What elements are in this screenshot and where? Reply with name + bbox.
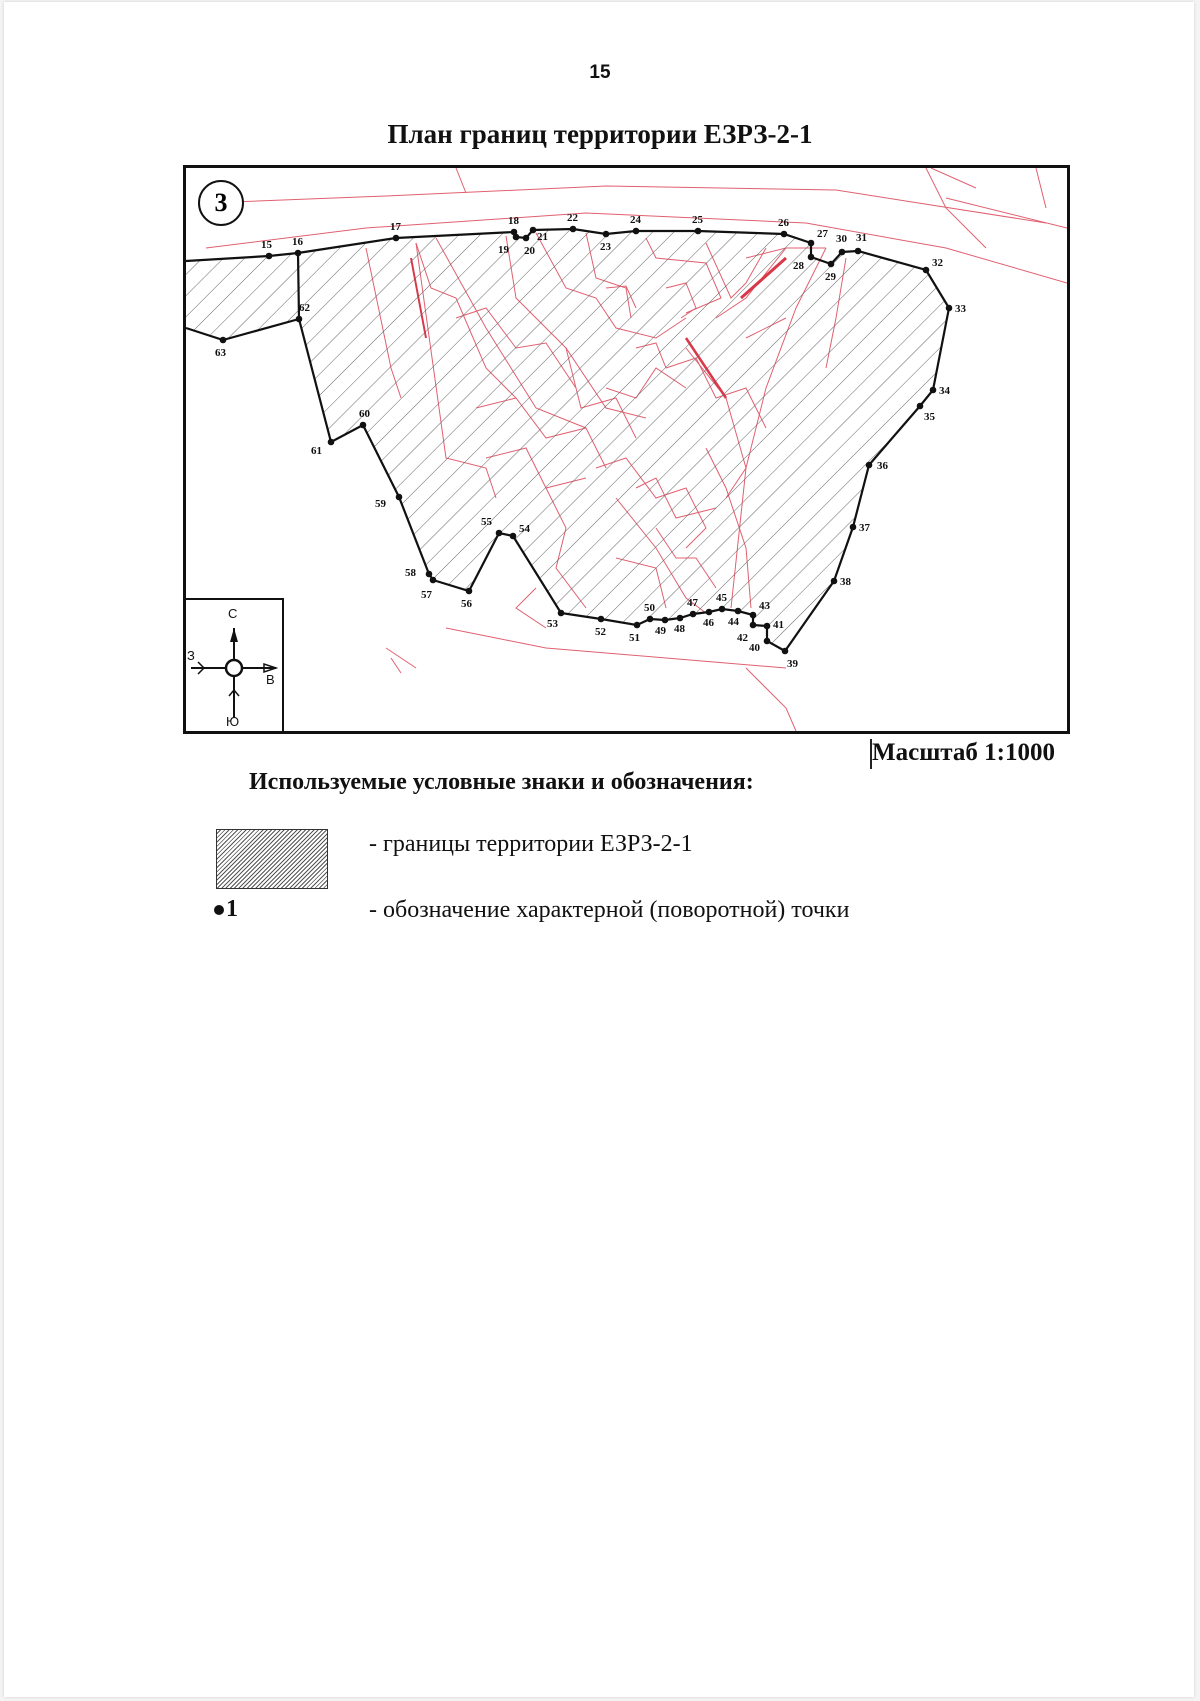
turning-point-label: 52 [595, 626, 606, 638]
turning-point-label: 57 [421, 589, 432, 601]
turning-point-marker [930, 387, 937, 394]
legend-hatch-swatch [216, 829, 328, 889]
compass-south-label: Ю [226, 714, 240, 729]
legend-point-number: 1 [226, 896, 238, 922]
turning-point-marker [695, 228, 702, 235]
turning-point-marker [523, 235, 530, 242]
turning-point-label: 18 [508, 215, 519, 227]
turning-point-label: 33 [955, 303, 966, 315]
turning-point-marker [808, 254, 815, 261]
turning-point-marker [828, 261, 835, 268]
compass-west-label: З [187, 648, 195, 663]
turning-point-marker [808, 240, 815, 247]
compass-rose [186, 598, 284, 734]
cadastral-line [1036, 168, 1046, 208]
page-number: 15 [589, 62, 611, 83]
zone-number-badge: 3 [198, 180, 244, 226]
turning-point-label: 19 [498, 244, 509, 256]
turning-point-label: 47 [687, 597, 698, 609]
legend-title: Используемые условные знаки и обозначения: [249, 769, 754, 795]
turning-point-marker [633, 228, 640, 235]
hatched-road-strip [186, 253, 299, 340]
turning-point-label: 45 [716, 592, 727, 604]
turning-point-label: 24 [630, 214, 641, 226]
turning-point-label: 28 [793, 260, 804, 272]
point-dot-icon [214, 905, 224, 915]
turning-point-label: 39 [787, 658, 798, 670]
turning-point-marker [831, 578, 838, 585]
legend-item-point: - обозначение характерной (поворотной) точки [369, 897, 850, 923]
turning-point-marker [328, 439, 335, 446]
turning-point-marker [946, 305, 953, 312]
turning-point-label: 46 [703, 617, 714, 629]
turning-point-label: 34 [939, 385, 950, 397]
turning-point-label: 36 [877, 460, 888, 472]
turning-point-label: 63 [215, 347, 226, 359]
turning-point-marker [706, 609, 713, 616]
boundary-map [183, 165, 1070, 734]
turning-point-label: 25 [692, 214, 703, 226]
turning-point-marker [295, 250, 302, 257]
turning-point-marker [782, 648, 789, 655]
compass-east-label: В [266, 672, 275, 687]
turning-point-marker [513, 234, 520, 241]
turning-point-marker [923, 267, 930, 274]
turning-point-marker [719, 606, 726, 613]
turning-point-label: 15 [261, 239, 272, 251]
turning-point-marker [850, 524, 857, 531]
turning-point-marker [296, 316, 303, 323]
turning-point-label: 61 [311, 445, 322, 457]
turning-point-marker [735, 608, 742, 615]
cadastral-line [446, 628, 786, 668]
turning-point-marker [839, 249, 846, 256]
turning-point-marker [764, 623, 771, 630]
turning-point-label: 22 [567, 212, 578, 224]
turning-point-label: 23 [600, 241, 611, 253]
turning-point-marker [690, 611, 697, 618]
turning-point-marker [598, 616, 605, 623]
turning-point-label: 48 [674, 623, 685, 635]
page-title: План границ территории ЕЗРЗ-2-1 [387, 119, 813, 149]
turning-point-marker [677, 615, 684, 622]
turning-point-marker [750, 612, 757, 619]
turning-point-label: 26 [778, 217, 789, 229]
turning-point-label: 20 [524, 245, 535, 257]
turning-point-marker [220, 337, 227, 344]
turning-point-label: 16 [292, 236, 303, 248]
turning-point-label: 31 [856, 232, 867, 244]
turning-point-marker [750, 622, 757, 629]
turning-point-label: 29 [825, 271, 836, 283]
turning-point-marker [634, 622, 641, 629]
turning-point-label: 59 [375, 498, 386, 510]
turning-point-label: 62 [299, 302, 310, 314]
turning-point-label: 54 [519, 523, 530, 535]
turning-point-marker [647, 616, 654, 623]
legend-item-boundary: - границы территории ЕЗРЗ-2-1 [369, 831, 693, 857]
turning-point-marker [570, 226, 577, 233]
turning-point-label: 21 [537, 231, 548, 243]
cadastral-line [746, 668, 796, 731]
turning-point-label: 40 [749, 642, 760, 654]
map-canvas [186, 168, 1067, 731]
turning-point-marker [396, 494, 403, 501]
turning-point-marker [662, 617, 669, 624]
cadastral-line [946, 198, 1067, 228]
map-scale: Масштаб 1:1000 [872, 739, 1055, 766]
turning-point-label: 53 [547, 618, 558, 630]
legend-point-symbol [214, 896, 238, 923]
turning-point-marker [558, 610, 565, 617]
turning-point-label: 56 [461, 598, 472, 610]
territory-hatch [298, 229, 949, 651]
turning-point-marker [781, 231, 788, 238]
cadastral-line [391, 658, 401, 673]
turning-point-label: 60 [359, 408, 370, 420]
turning-point-label: 37 [859, 522, 870, 534]
turning-point-marker [917, 403, 924, 410]
turning-point-label: 44 [728, 616, 739, 628]
turning-point-label: 35 [924, 411, 935, 423]
turning-point-marker [764, 638, 771, 645]
turning-point-marker [360, 422, 367, 429]
turning-point-marker [266, 253, 273, 260]
turning-point-label: 55 [481, 516, 492, 528]
turning-point-label: 49 [655, 625, 666, 637]
turning-point-label: 30 [836, 233, 847, 245]
turning-point-label: 43 [759, 600, 770, 612]
turning-point-label: 32 [932, 257, 943, 269]
turning-point-label: 50 [644, 602, 655, 614]
turning-point-marker [426, 571, 433, 578]
turning-point-label: 51 [629, 632, 640, 644]
turning-point-marker [855, 248, 862, 255]
turning-point-label: 17 [390, 221, 401, 233]
compass-north-label: С [228, 606, 238, 621]
turning-point-label: 58 [405, 567, 416, 579]
turning-point-label: 27 [817, 228, 828, 240]
cadastral-line [931, 168, 976, 188]
cadastral-line [206, 186, 1046, 223]
cadastral-line [456, 168, 466, 193]
cadastral-line [926, 168, 986, 248]
turning-point-marker [510, 533, 517, 540]
turning-point-label: 42 [737, 632, 748, 644]
turning-point-marker [496, 530, 503, 537]
cadastral-line [516, 588, 546, 628]
turning-point-label: 38 [840, 576, 851, 588]
turning-point-marker [430, 577, 437, 584]
turning-point-marker [866, 462, 873, 469]
turning-point-marker [393, 235, 400, 242]
turning-point-marker [603, 231, 610, 238]
turning-point-marker [466, 588, 473, 595]
cadastral-line [386, 648, 416, 668]
turning-point-marker [530, 227, 537, 234]
turning-point-label: 41 [773, 619, 784, 631]
